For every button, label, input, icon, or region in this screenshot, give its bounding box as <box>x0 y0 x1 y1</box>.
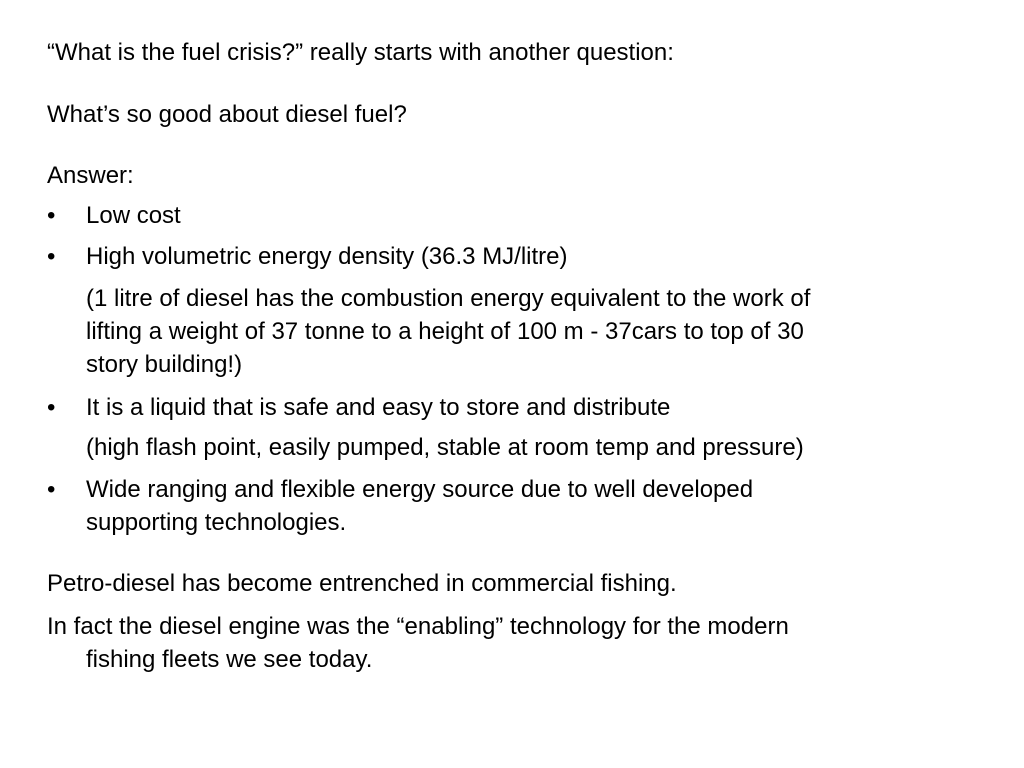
subtext-line: (1 litre of diesel has the combustion energy equivalent to the work of <box>86 285 811 312</box>
bullet-text-line: supporting technologies. <box>86 509 347 536</box>
subtext-line: lifting a weight of 37 tonne to a height of 100 m - 37cars to top of 30 <box>86 318 804 345</box>
bullet-text: High volumetric energy density (36.3 MJ/litre) <box>86 243 568 270</box>
answer-heading: Answer: <box>47 162 134 189</box>
bullet-text: Low cost <box>86 202 181 229</box>
closing-statement: Petro-diesel has become entrenched in commercial fishing. <box>47 570 677 597</box>
bullet-icon: • <box>47 202 56 229</box>
intro-text: “What is the fuel crisis?” really starts with another question: <box>47 39 674 66</box>
bullet-text: It is a liquid that is safe and easy to store and distribute <box>86 394 671 421</box>
closing-line: fishing fleets we see today. <box>86 646 373 673</box>
bullet-icon: • <box>47 394 56 421</box>
bullet-subtext <box>86 431 986 464</box>
bullet-icon: • <box>47 243 56 270</box>
question-text: What’s so good about diesel fuel? <box>47 101 407 128</box>
bullet-subtext <box>86 282 986 381</box>
bullet-text-line: Wide ranging and flexible energy source due to well developed <box>86 476 754 503</box>
subtext-line: story building!) <box>86 351 243 378</box>
closing-line: In fact the diesel engine was the “enabling” technology for the modern <box>47 613 789 640</box>
closing-paragraph <box>47 610 987 676</box>
bullet-icon: • <box>47 476 56 503</box>
bullet-text <box>86 473 986 539</box>
subtext-line: (high flash point, easily pumped, stable at room temp and pressure) <box>86 434 804 461</box>
